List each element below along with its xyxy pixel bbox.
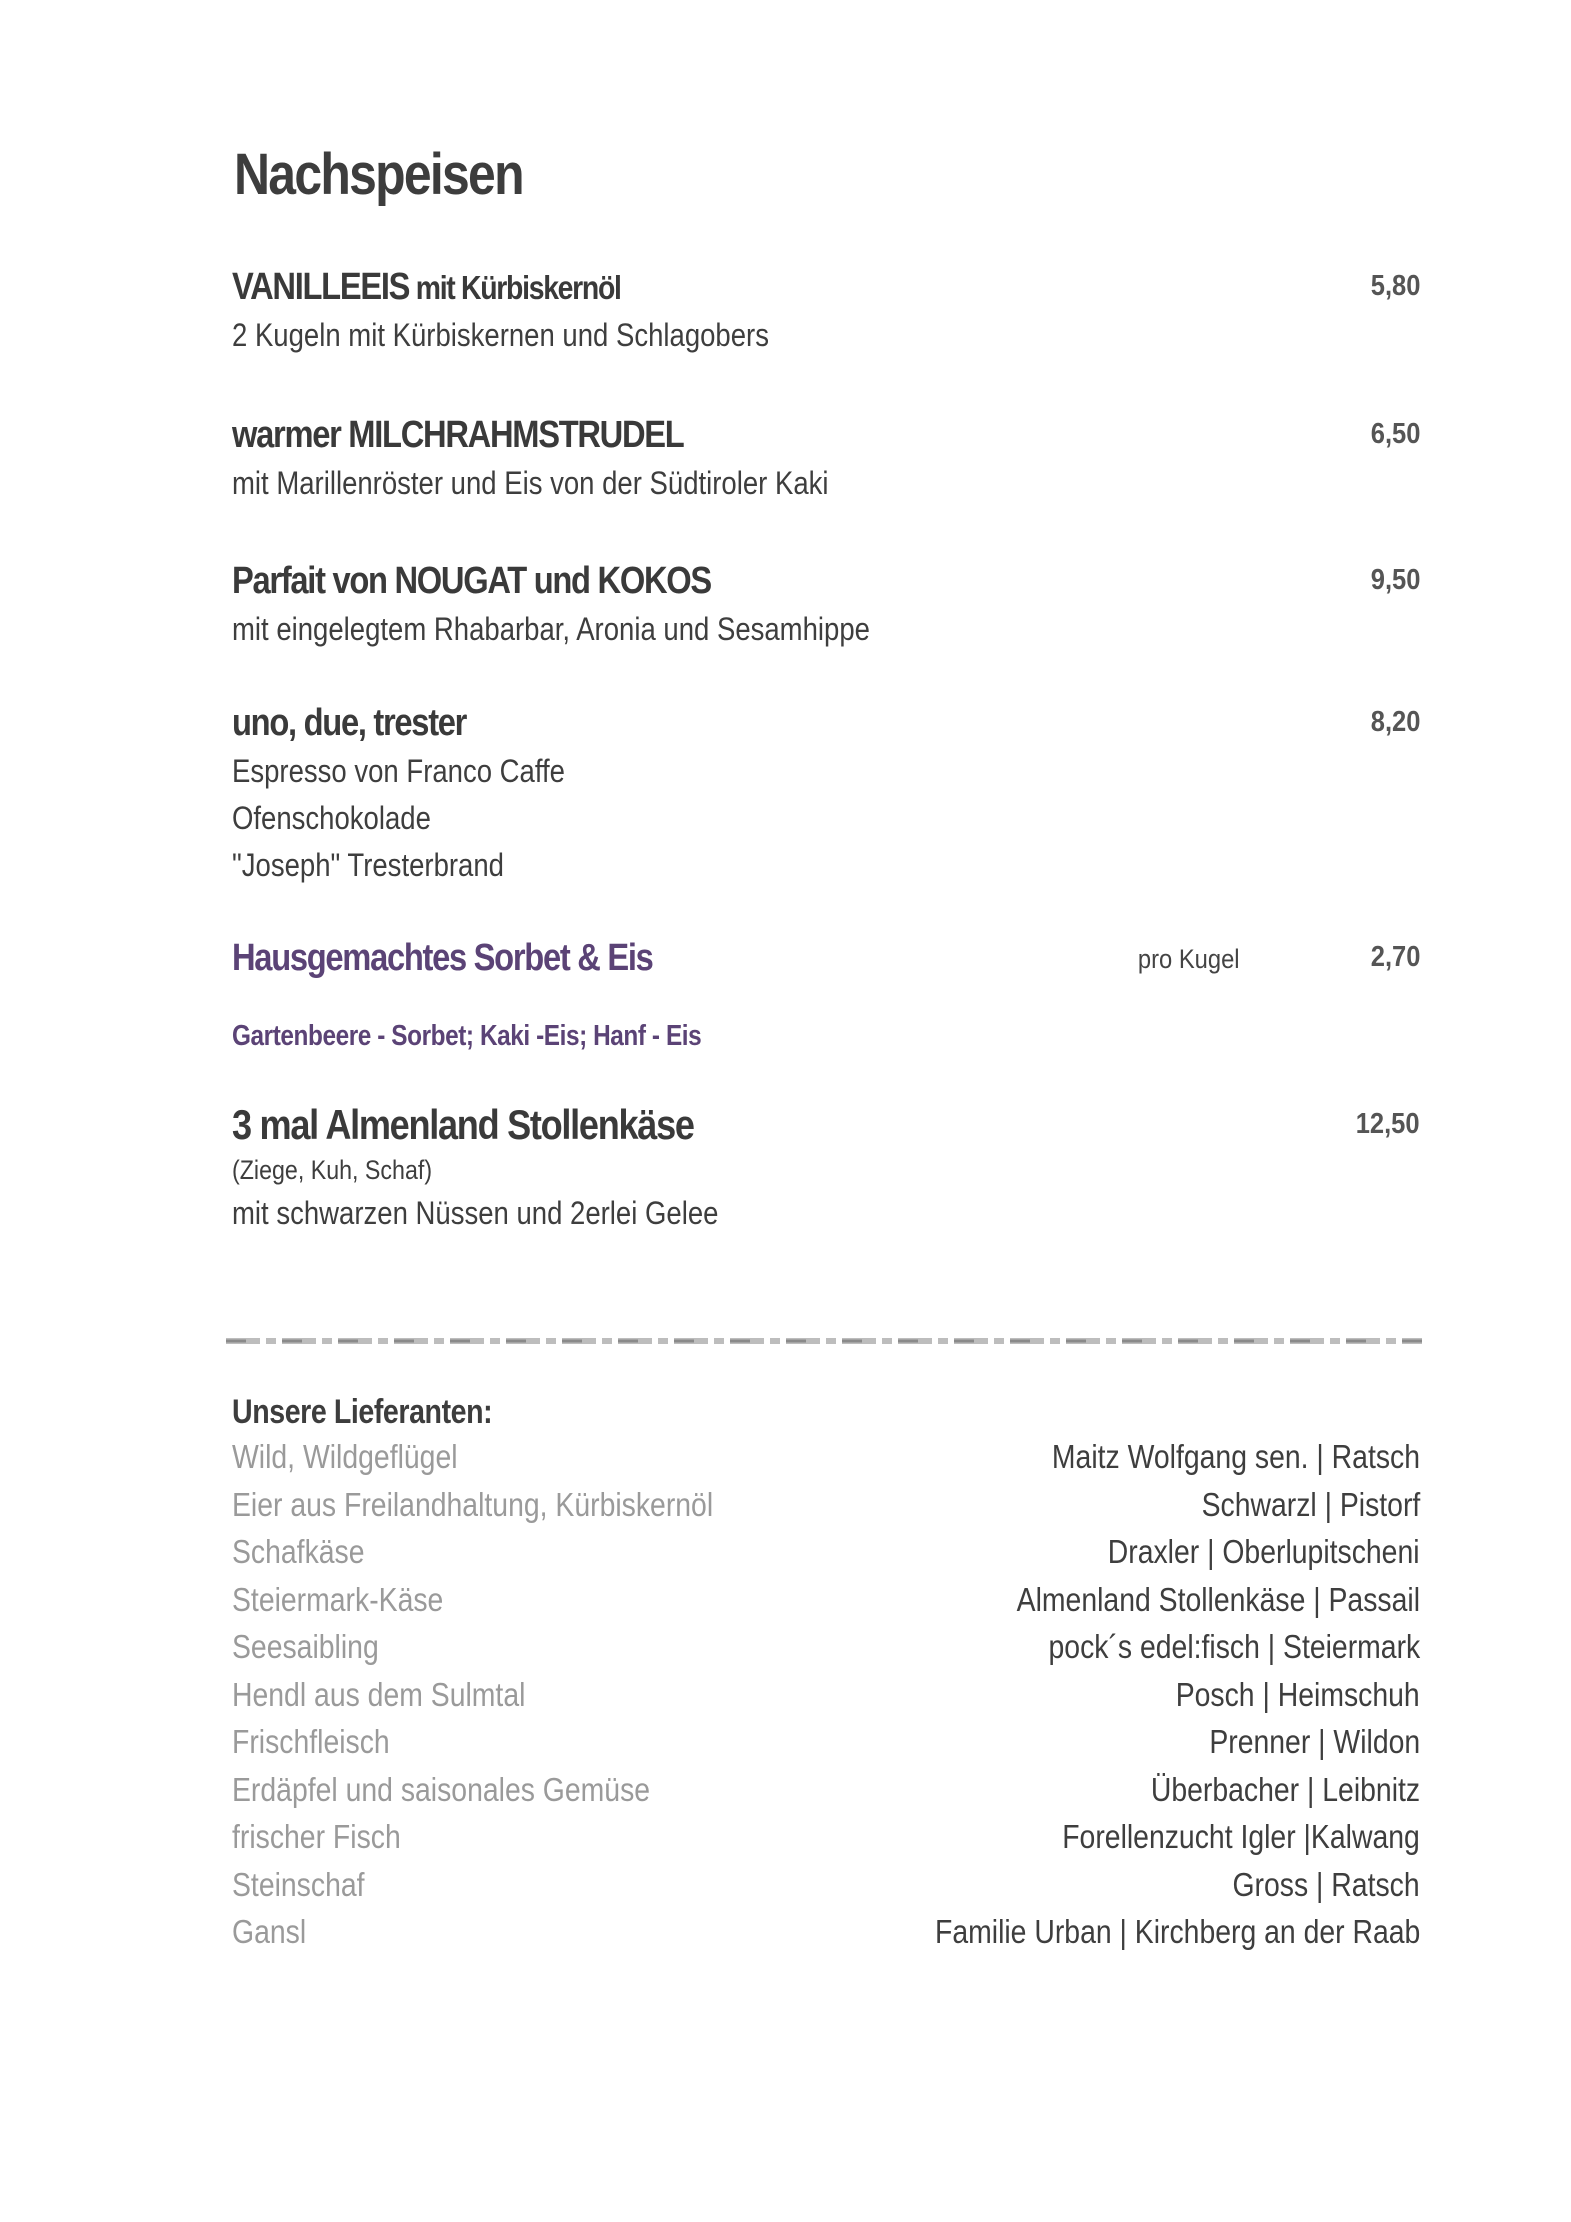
menu-item-price: 9,50 [1370,564,1420,596]
menu-item-name: uno, due, trester [232,702,467,744]
menu-item-name: warmer MILCHRAHMSTRUDEL [232,414,684,456]
supplier-name: Gross | Ratsch [1232,1865,1420,1903]
supplier-product: Erdäpfel und saisonales Gemüse [232,1770,651,1808]
menu-item-note: (Ziege, Kuh, Schaf) [232,1155,433,1185]
sorbet-flavors: Gartenbeere - Sorbet; Kaki -Eis; Hanf - Eis [232,1020,702,1052]
menu-item-head [232,935,1420,983]
supplier-name: Posch | Heimschuh [1176,1675,1420,1713]
supplier-row [232,1577,1420,1625]
menu-item-price: 6,50 [1370,418,1420,450]
menu-item-description: mit eingelegtem Rhabarbar, Aronia und Sesamhippe [232,611,870,647]
menu-item-price: 5,80 [1370,270,1420,302]
supplier-name: Überbacher | Leibnitz [1150,1770,1420,1808]
menu-item-name: Hausgemachtes Sorbet & Eis [232,937,653,979]
menu-item-price: 8,20 [1370,706,1420,738]
menu-item-description: mit schwarzen Nüssen und 2erlei Gelee [232,1195,719,1231]
menu-item-description-line: "Joseph" Tresterbrand [232,847,504,883]
supplier-name: Forellenzucht Igler |Kalwang [1062,1818,1420,1855]
menu-item-sorbet [232,935,1420,983]
supplier-row [232,1719,1420,1767]
suppliers-list [232,1434,1420,1957]
menu-item-head [232,264,1420,312]
menu-item-name: 3 mal Almenland Stollenkäse [232,1101,694,1148]
supplier-product: Steiermark-Käse [232,1580,444,1618]
menu-item-parfait [232,558,1420,653]
section-divider [226,1336,1422,1346]
supplier-product: frischer Fisch [232,1818,401,1855]
menu-item-price: 2,70 [1370,941,1420,973]
menu-item-price: 12,50 [1356,1108,1420,1140]
supplier-name: Almenland Stollenkäse | Passail [1016,1580,1420,1618]
menu-item-vanilleeis [232,264,1420,359]
supplier-row [232,1862,1420,1910]
menu-item-name-main: VANILLEEIS [232,266,410,308]
supplier-product: Schafkäse [232,1533,365,1570]
supplier-product: Wild, Wildgeflügel [232,1438,458,1475]
menu-item-head [232,558,1420,606]
menu-item-name: Parfait von NOUGAT und KOKOS [232,560,711,602]
supplier-name: Prenner | Wildon [1209,1723,1420,1760]
supplier-row [232,1624,1420,1672]
supplier-name: Maitz Wolfgang sen. | Ratsch [1051,1438,1420,1475]
supplier-name: pock´s edel:fisch | Steiermark [1048,1628,1420,1665]
menu-item-description-line: Espresso von Franco Caffe [232,753,565,789]
menu-item-head [232,700,1420,748]
supplier-name: Schwarzl | Pistorf [1201,1485,1420,1523]
menu-item-description: 2 Kugeln mit Kürbiskernen und Schlagobers [232,317,769,353]
page-title: Nachspeisen [234,142,523,207]
supplier-product: Frischfleisch [232,1723,390,1760]
supplier-row [232,1529,1420,1577]
supplier-product: Steinschaf [232,1865,365,1903]
menu-item-milchrahmstrudel [232,412,1420,507]
menu-item-head [232,1102,1420,1150]
menu-item-name [232,264,621,311]
menu-item-uno-due-trester [232,700,1420,889]
supplier-row [232,1482,1420,1530]
supplier-product: Hendl aus dem Sulmtal [232,1675,526,1713]
supplier-row [232,1672,1420,1720]
supplier-row [232,1814,1420,1862]
supplier-product: Gansl [232,1913,307,1950]
menu-item-description: mit Marillenröster und Eis von der Südtiroler Kaki [232,465,829,501]
supplier-row [232,1767,1420,1815]
menu-item-stollenkaese [232,1102,1420,1237]
supplier-name: Familie Urban | Kirchberg an der Raab [934,1913,1420,1950]
supplier-row [232,1909,1420,1957]
supplier-name: Draxler | Oberlupitscheni [1108,1533,1420,1570]
supplier-product: Seesaibling [232,1628,379,1665]
menu-item-description-line: Ofenschokolade [232,800,431,836]
menu-item-unit: pro Kugel [1138,944,1240,974]
supplier-row [232,1434,1420,1482]
supplier-product: Eier aus Freilandhaltung, Kürbiskernöl [232,1485,714,1523]
suppliers-heading: Unsere Lieferanten: [232,1393,493,1431]
menu-item-name-rest: mit Kürbiskernöl [409,269,621,306]
menu-item-head [232,412,1420,460]
